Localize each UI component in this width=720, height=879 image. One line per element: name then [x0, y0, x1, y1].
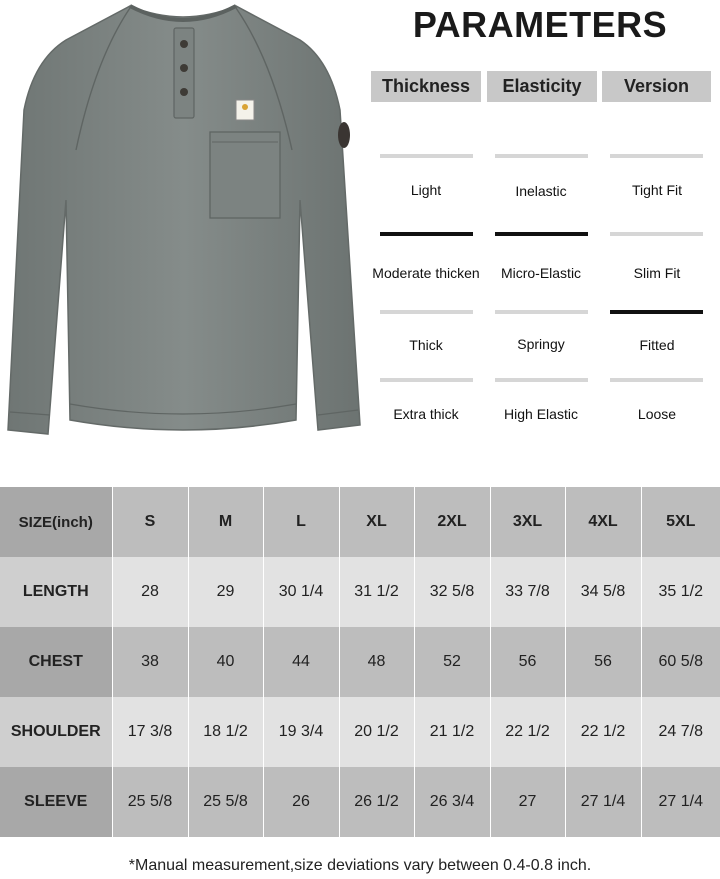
table-cell: 22 1/2	[490, 697, 565, 767]
thickness-bar-thick	[380, 310, 473, 314]
thickness-bar-extra	[380, 378, 473, 382]
table-header-cell: 4XL	[565, 487, 641, 557]
elasticity-option-micro: Micro-Elastic	[500, 265, 582, 281]
version-option-slim: Slim Fit	[633, 265, 681, 281]
size-chart-table	[0, 487, 720, 837]
table-cell: 25 5/8	[112, 767, 188, 837]
table-header-cell: SIZE(inch)	[0, 487, 112, 557]
table-cell: 19 3/4	[263, 697, 339, 767]
thickness-header: Thickness	[371, 71, 481, 102]
elasticity-option-inelastic: Inelastic	[515, 183, 567, 199]
table-cell: 25 5/8	[188, 767, 263, 837]
table-cell: 35 1/2	[641, 557, 720, 627]
table-row-length	[0, 557, 720, 627]
table-cell: 18 1/2	[188, 697, 263, 767]
thickness-bar-light	[380, 154, 473, 158]
elasticity-bar-springy	[495, 310, 588, 314]
table-cell: 48	[339, 627, 414, 697]
table-cell: 38	[112, 627, 188, 697]
thickness-option-thick: Thick	[409, 337, 443, 353]
table-cell: 26 3/4	[414, 767, 490, 837]
row-label: SHOULDER	[0, 697, 112, 767]
table-row-sleeve	[0, 767, 720, 837]
row-label: LENGTH	[0, 557, 112, 627]
version-option-loose: Loose	[637, 406, 677, 422]
table-cell: 26 1/2	[339, 767, 414, 837]
table-cell: 52	[414, 627, 490, 697]
table-row-shoulder	[0, 697, 720, 767]
version-option-tight: Tight Fit	[631, 182, 683, 198]
table-cell: 33 7/8	[490, 557, 565, 627]
thickness-option-moderate: Moderate thicken	[372, 265, 480, 281]
table-cell: 44	[263, 627, 339, 697]
henley-shirt-image	[0, 0, 365, 450]
table-cell: 28	[112, 557, 188, 627]
table-row-chest	[0, 627, 720, 697]
thickness-bar-moderate-selected	[380, 232, 473, 236]
table-cell: 20 1/2	[339, 697, 414, 767]
measurement-footnote: *Manual measurement,size deviations vary between 0.4-0.8 inch.	[128, 857, 592, 874]
table-cell: 56	[490, 627, 565, 697]
thickness-option-light: Light	[410, 182, 442, 198]
table-cell: 60 5/8	[641, 627, 720, 697]
table-header-cell: 5XL	[641, 487, 720, 557]
version-bar-tight	[610, 154, 703, 158]
table-cell: 21 1/2	[414, 697, 490, 767]
table-cell: 24 7/8	[641, 697, 720, 767]
table-header-cell: S	[112, 487, 188, 557]
table-header-cell: 2XL	[414, 487, 490, 557]
version-bar-loose	[610, 378, 703, 382]
version-option-fitted: Fitted	[639, 337, 675, 353]
table-header-cell: XL	[339, 487, 414, 557]
table-cell: 26	[263, 767, 339, 837]
elasticity-bar-micro-selected	[495, 232, 588, 236]
elasticity-option-springy: Springy	[517, 336, 565, 352]
table-cell: 29	[188, 557, 263, 627]
row-label: SLEEVE	[0, 767, 112, 837]
table-cell: 31 1/2	[339, 557, 414, 627]
table-cell: 27	[490, 767, 565, 837]
version-header: Version	[602, 71, 711, 102]
table-cell: 27 1/4	[565, 767, 641, 837]
thickness-option-extra: Extra thick	[393, 406, 459, 422]
table-header-cell: 3XL	[490, 487, 565, 557]
table-header-cell: L	[263, 487, 339, 557]
row-label: CHEST	[0, 627, 112, 697]
version-bar-slim	[610, 232, 703, 236]
table-cell: 17 3/8	[112, 697, 188, 767]
table-cell: 30 1/4	[263, 557, 339, 627]
elasticity-option-high: High Elastic	[504, 406, 578, 422]
table-cell: 27 1/4	[641, 767, 720, 837]
table-header-row	[0, 487, 720, 557]
table-cell: 32 5/8	[414, 557, 490, 627]
elasticity-bar-high	[495, 378, 588, 382]
table-cell: 34 5/8	[565, 557, 641, 627]
table-cell: 22 1/2	[565, 697, 641, 767]
table-header-cell: M	[188, 487, 263, 557]
table-cell: 40	[188, 627, 263, 697]
version-bar-fitted-selected	[610, 310, 703, 314]
elasticity-header: Elasticity	[487, 71, 597, 102]
parameters-title: PARAMETERS	[412, 4, 668, 45]
table-cell: 56	[565, 627, 641, 697]
elasticity-bar-inelastic	[495, 154, 588, 158]
